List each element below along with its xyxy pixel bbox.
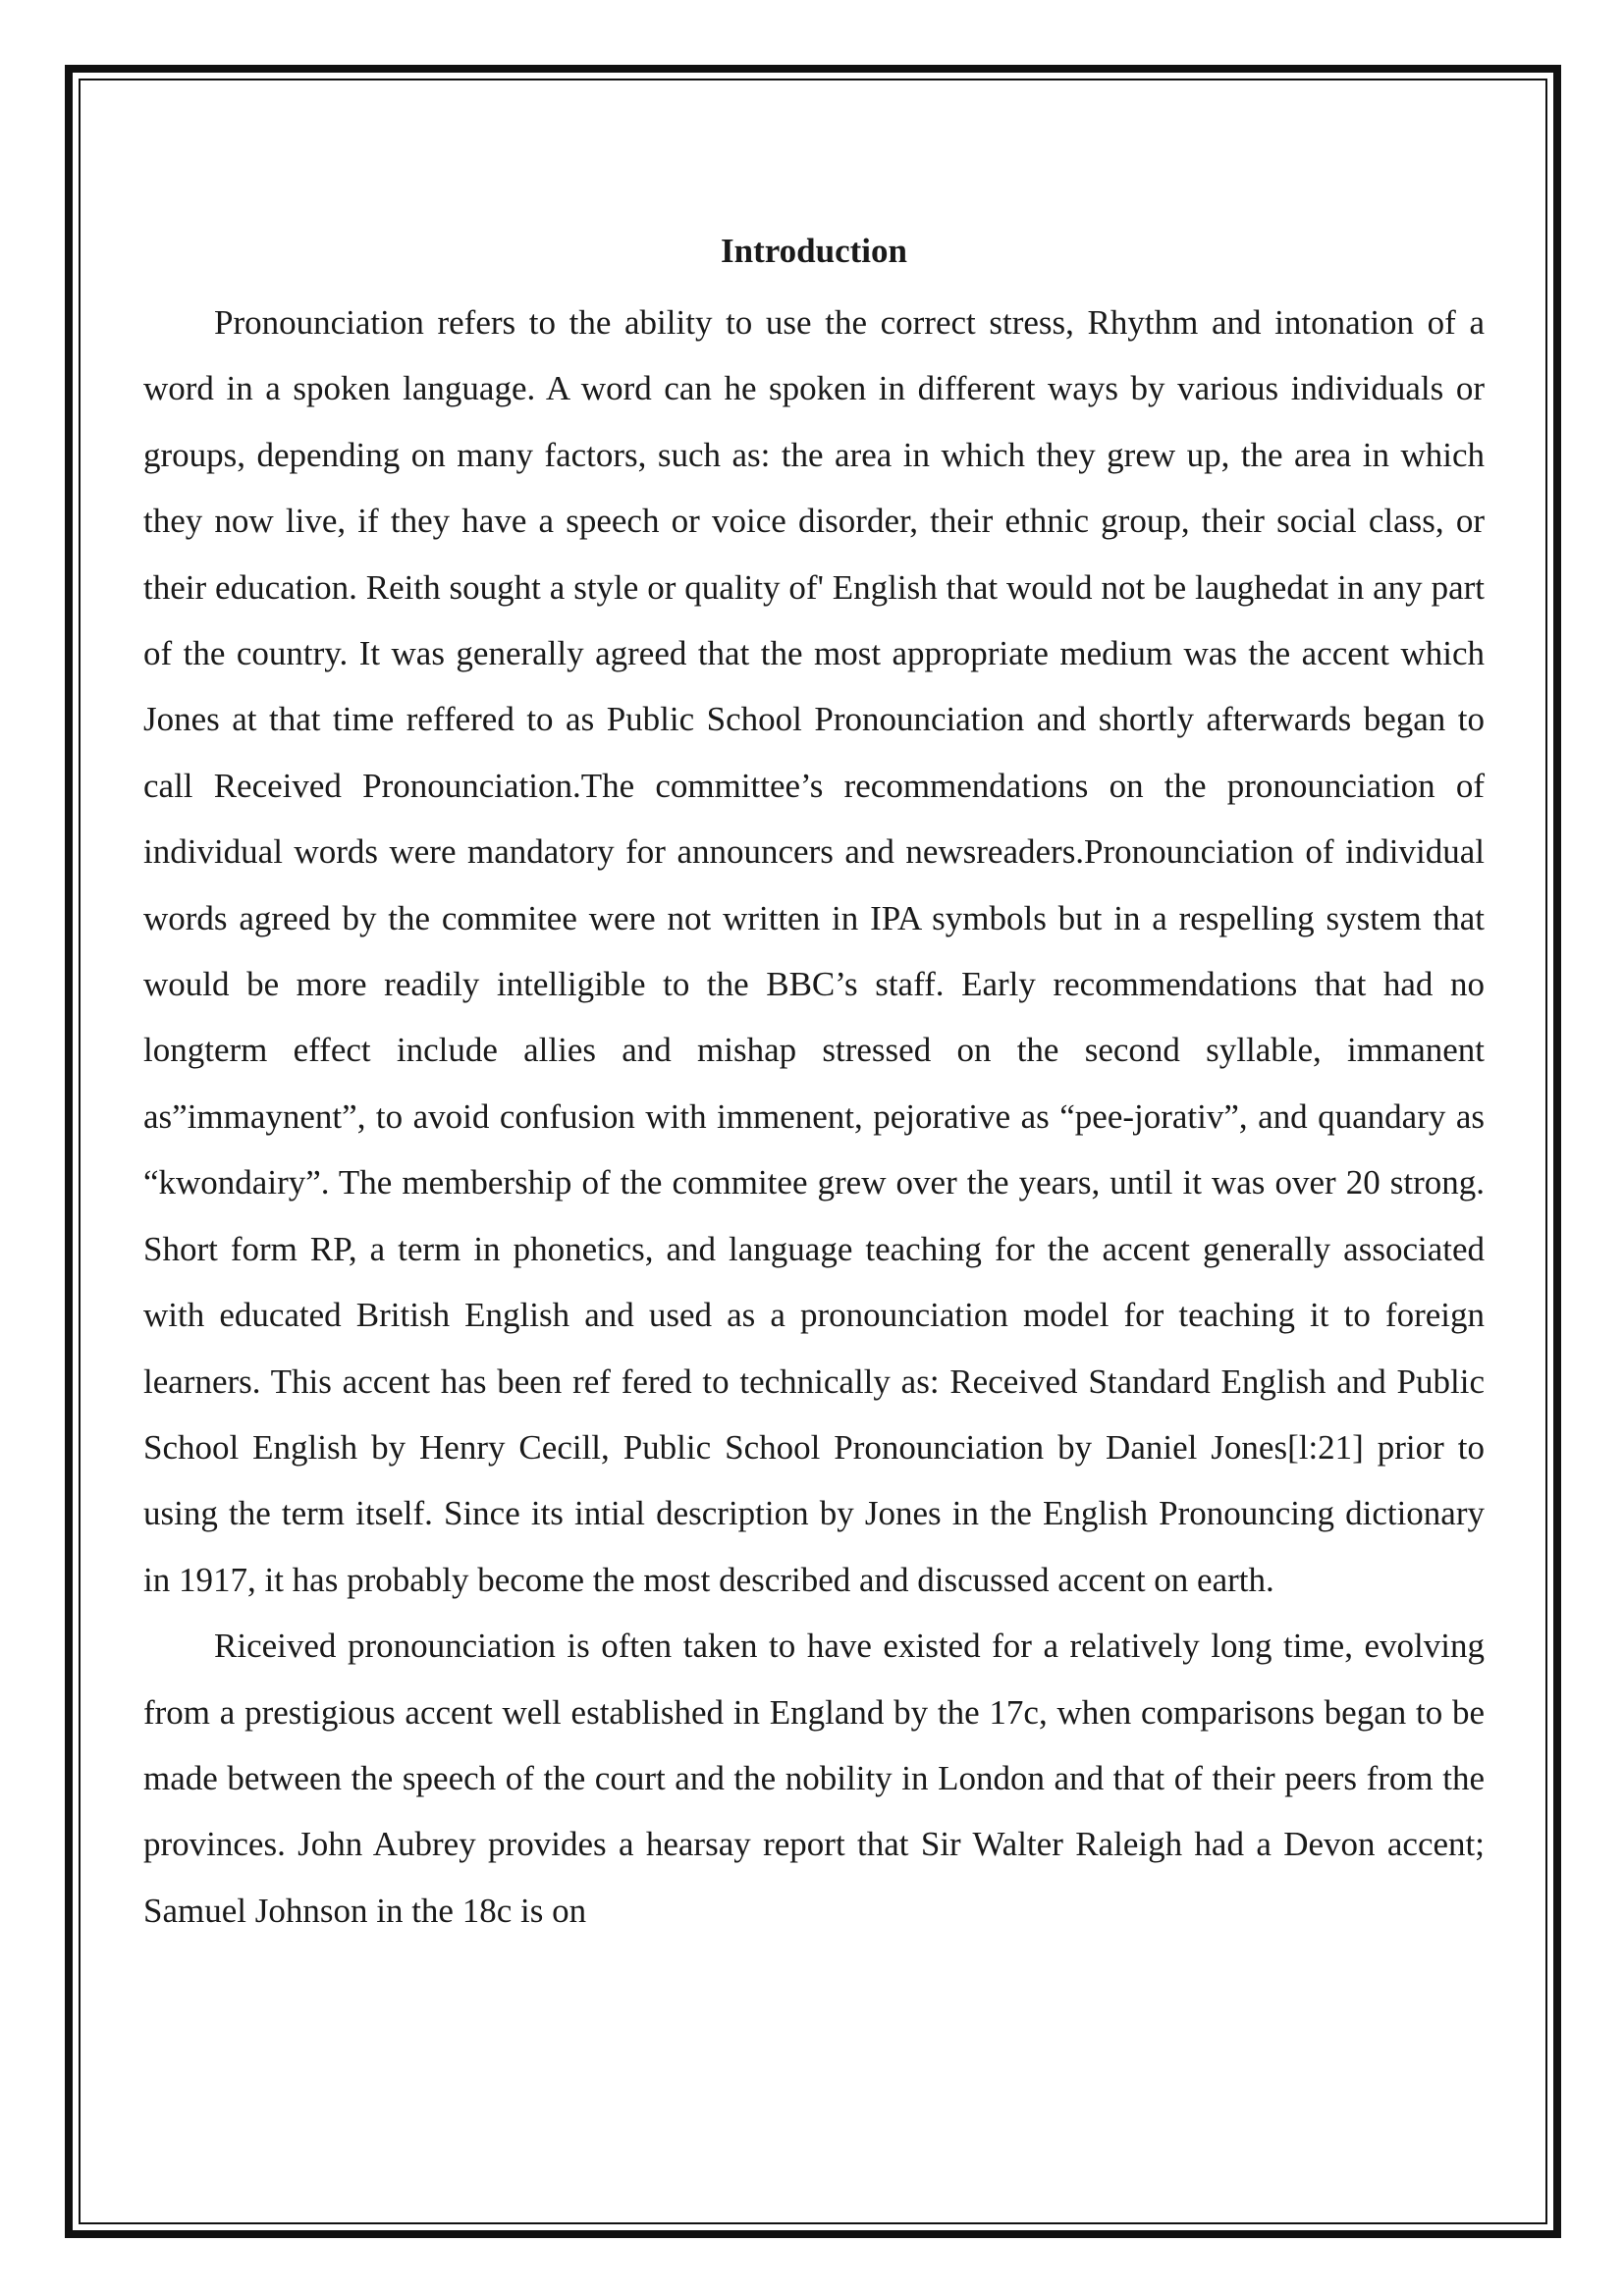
paragraph-1: Pronounciation refers to the ability to use the correct stress, Rhythm and intonation of a word in a spoken language. A word can he spoken in different ways by various individuals or groups, depending on many factors, such as: the area in which they grew up, the area in which they now live, if they have a speech or voice disorder, their ethnic group, their social class, or their education. Reith sought a style or quality of' English that would not be laughedat in any part of the country. It was generally agreed that the most appropriate medium was the accent which Jones at that time reffered to as Public School Pronounciation and shortly afterwards began to call Received Pronounciation.The committee’s recommendations on the pronounciation of individual words were mandatory for announcers and newsreaders.Pronounciation of individual words agreed by the commitee were not written in IPA symbols but in a respelling system that would be more readily intelligible to the BBC’s staff. Early recommendations that had no longterm effect include allies and mishap stressed on the second syllable, immanent as”immaynent”, to avoid confusion with immenent, pejorative as “pee-jorativ”, and quandary as “kwondairy”. The membership of the commitee grew over the years, until it was over 20 strong. Short form RP, a term in phonetics, and language teaching for the accent generally associated with educated British English and used as a pronounciation model for teaching it to foreign learners. This accent has been ref fered to technically as: Received Standard English and Public School English by Henry Cecill, Public School Pronounciation by Daniel Jones[l:21] prior to using the term itself. Since its intial description by Jones in the English Pronouncing dictionary in 1917, it has probably become the most described and discussed accent on earth. — [143, 303, 1485, 1599]
document-title: Introduction — [721, 232, 907, 270]
document-body — [143, 224, 1485, 1944]
paragraph-2: Riceived pronounciation is often taken to have existed for a relatively long time, evolving from a prestigious accent well established in England by the 17c, when comparisons began to be made between the speech of the court and the nobility in London and that of their peers from the provinces. John Aubrey provides a hearsay report that Sir Walter Raleigh had a Devon accent; Samuel Johnson in the 18c is on — [143, 1627, 1485, 1930]
